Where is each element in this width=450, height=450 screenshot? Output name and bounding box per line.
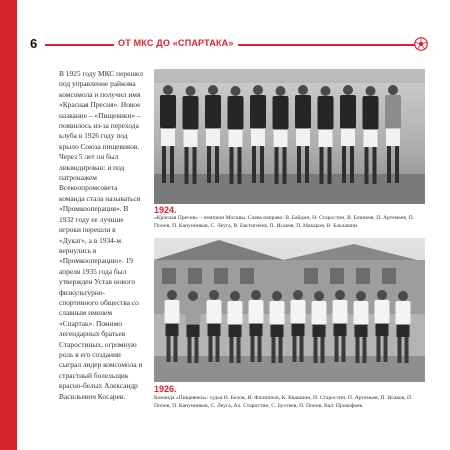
body-text	[59, 69, 143, 402]
photo-year: 1926.	[154, 384, 177, 394]
page-number: 6	[30, 36, 38, 51]
photo-caption: «Красная Пресня» – чемпион Москвы. Слева направо: В. Байдин, Н. Старостин, В. Блинков, П. Артемьев, П. Попов, П. Канунников, С. Леуга, В. Евстигнеев, П. Исаков, П. Макаров, В. Баклашин.	[154, 215, 415, 229]
photo-1924-team	[154, 69, 425, 204]
photo-year: 1924.	[154, 205, 177, 215]
section-title: ОТ МКС ДО «СПАРТАКА»	[114, 38, 238, 48]
body-paragraph: В 1925 году МКС перешел под управление райкома комсомола и получил имя «Красная Пресня». Новое название – «Пищевики» – появилось из-за перехода клуба в 1926 году под крыло Союза пищевиков. Через 5 лет он был ликвидирован: и под патронажем Всекоопромсовета команда стала называться «Промкооперация». В 1932 году ее лучшие игроки перешли в «Дукат», а в 1934-м вернулись в «Промкооперацию». 19 апреля 1935 года был утвержден Устав нового физкультурно-спортивного общества со славным именем «Спартак». Помимо легендарных братьев Старостиных, огромную роль в его создании сыграл лидер комсомола и страстный болельщик красно-белых Александр Васильевич Косарев.	[59, 69, 144, 401]
page-side-bar	[0, 0, 17, 450]
photo-1926-team	[154, 238, 425, 382]
football-icon	[414, 37, 428, 51]
photo-caption: Команда «Пищевики»: судья Н. Белов, И. Филиппов, К. Квашнин, Н. Старостин, П. Артемьев, П. Исаков, П. Попов, П. Канунников, С. Леуга, Ал. Старостин, С. Бухтеев, П. Попов, Вал. Прокофьев.	[154, 395, 413, 409]
